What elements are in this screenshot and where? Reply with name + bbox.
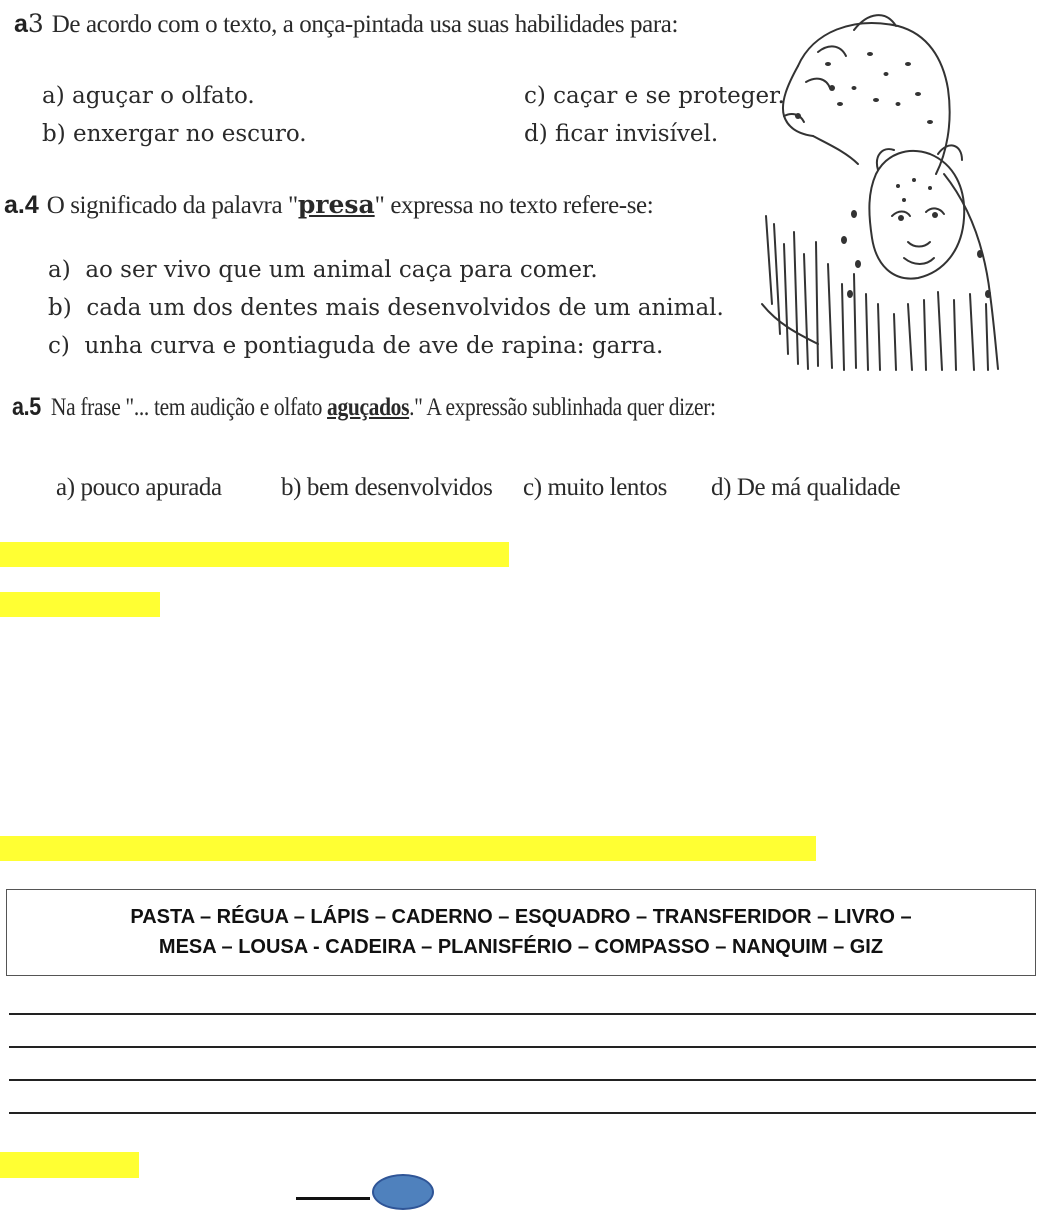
question-5-option-c[interactable]: c) muito lentos bbox=[523, 474, 667, 501]
question-5-option-b[interactable]: b) bem desenvolvidos bbox=[281, 474, 493, 501]
question-4-option-a[interactable]: a) ao ser vivo que um animal caça para comer. bbox=[48, 257, 598, 283]
question-3-number: a bbox=[14, 10, 28, 38]
question-3-option-a[interactable]: a) aguçar o olfato. bbox=[42, 83, 255, 109]
answer-line-1[interactable] bbox=[9, 1013, 1036, 1015]
word-bank-line-2: MESA – LOUSA - CADEIRA – PLANISFÉRIO – COMPASSO – NANQUIM – GIZ bbox=[158, 936, 884, 958]
highlight-bar-3 bbox=[0, 836, 816, 861]
oval-shape bbox=[372, 1174, 434, 1210]
highlight-bar-2 bbox=[0, 592, 160, 617]
highlight-bar-4 bbox=[0, 1152, 139, 1178]
blank-line[interactable] bbox=[296, 1197, 370, 1200]
word-bank-line-1: PASTA – RÉGUA – LÁPIS – CADERNO – ESQUADRO – TRANSFERIDOR – LIVRO – bbox=[130, 906, 912, 928]
question-4-number: a.4 bbox=[4, 191, 39, 219]
question-5-keyword: aguçados bbox=[327, 394, 410, 421]
answer-line-2[interactable] bbox=[9, 1046, 1036, 1048]
word-bank-box bbox=[6, 889, 1036, 976]
question-3-option-b[interactable]: b) enxergar no escuro. bbox=[42, 121, 307, 147]
question-4-keyword: presa bbox=[297, 190, 375, 219]
question-5-option-a[interactable]: a) pouco apurada bbox=[56, 474, 222, 501]
jaguar-illustration bbox=[758, 4, 1010, 376]
question-4-prompt: a.4 O significado da palavra "presa" expressa no texto refere-se: bbox=[4, 190, 654, 219]
question-3-option-d[interactable]: d) ficar invisível. bbox=[524, 121, 719, 147]
question-4-option-b[interactable]: b) cada um dos dentes mais desenvolvidos de um animal. bbox=[48, 295, 724, 321]
question-3-prompt: a3 De acordo com o texto, a onça-pintada usa suas habilidades para: bbox=[14, 9, 679, 38]
question-5-prompt: a.5 Na frase "... tem audição e olfato aguçados." A expressão sublinhada quer dizer: bbox=[12, 393, 716, 421]
question-5-option-d[interactable]: d) De má qualidade bbox=[711, 474, 901, 501]
question-3-option-c[interactable]: c) caçar e se proteger. bbox=[524, 83, 785, 109]
answer-line-3[interactable] bbox=[9, 1079, 1036, 1081]
highlight-bar-1 bbox=[0, 542, 509, 567]
question-4-option-c[interactable]: c) unha curva e pontiaguda de ave de rapina: garra. bbox=[48, 333, 664, 359]
answer-line-4[interactable] bbox=[9, 1112, 1036, 1114]
question-5-number: a.5 bbox=[12, 393, 41, 421]
